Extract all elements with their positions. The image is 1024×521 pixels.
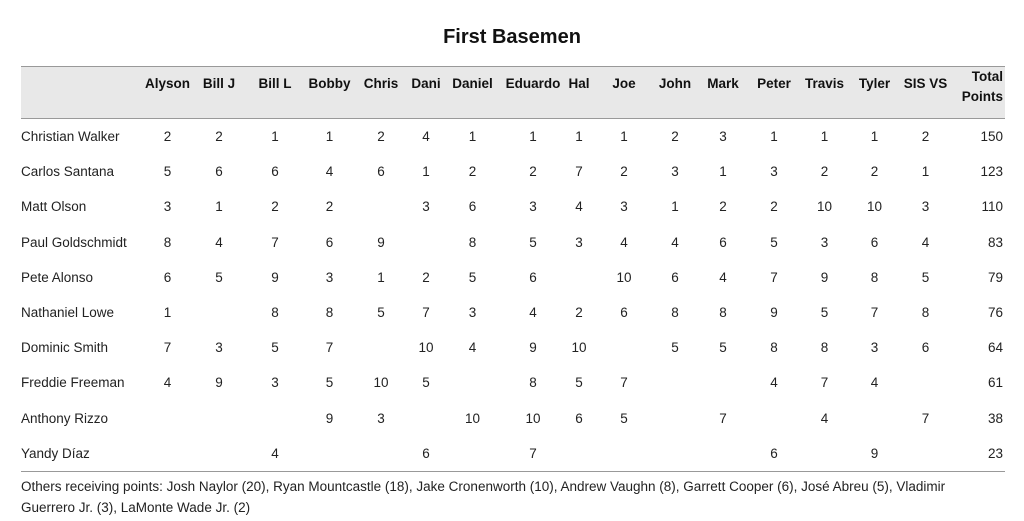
header-voter: Tyler [849,67,900,119]
vote-cell: 3 [719,129,727,145]
vote-cell [196,401,242,436]
vote-cell: 3 [770,164,778,180]
header-voter: John [652,67,698,119]
vote-cell: 1 [163,305,172,321]
vote-cell: 8 [719,305,727,321]
total-points-cell: 123 [980,164,1003,180]
total-points-cell: 79 [987,269,1003,285]
vote-cell [441,365,504,400]
vote-cell: 8 [529,375,537,391]
vote-cell: 1 [422,164,430,180]
others-footnote: Others receiving points: Josh Naylor (20), Ryan Mountcastle (18), Jake Cronenworth (10), Andrew Vaughn (8), Garrett Cooper (6), José Abreu (5), Vladimir Guerrero Jr. (3), LaMonte Wade Jr. (2) [21,479,946,515]
vote-cell: 2 [377,129,385,145]
vote-cell: 6 [620,305,628,321]
vote-cell: 1 [575,129,583,145]
player-name-cell: Christian Walker [21,129,120,145]
vote-cell: 1 [377,269,385,285]
vote-cell [351,189,411,224]
total-points-cell: 110 [981,199,1003,215]
vote-cell: 8 [163,234,172,250]
vote-cell: 5 [770,234,778,250]
vote-cell: 10 [525,410,541,426]
vote-cell [900,365,951,400]
vote-cell: 9 [820,269,829,285]
vote-cell [411,225,441,260]
vote-cell: 4 [242,436,308,472]
vote-cell: 5 [620,410,628,426]
vote-cell: 8 [870,269,879,285]
header-voter: Daniel [441,67,504,119]
vote-cell: 1 [719,164,727,180]
vote-cell: 3 [422,199,430,215]
header-voter: Hal [562,67,596,119]
vote-cell: 10 [464,410,481,426]
player-name-cell: Pete Alonso [21,269,94,285]
vote-cell: 6 [921,340,930,356]
vote-cell: 10 [418,340,434,356]
table-row [21,225,1005,260]
vote-cell: 7 [820,375,829,391]
vote-cell: 3 [820,234,829,250]
vote-cell [800,436,849,472]
vote-cell: 5 [163,164,172,180]
vote-cell: 7 [719,410,727,426]
total-points-cell: 83 [987,234,1003,250]
table-row [21,401,1005,436]
table-row [21,330,1005,365]
vote-cell: 4 [468,340,477,356]
vote-cell: 5 [820,305,829,321]
vote-cell [196,436,242,472]
header-total-line2: Points [961,89,1003,104]
vote-cell: 3 [671,164,679,180]
table-header-row [21,67,1005,119]
vote-cell: 9 [849,436,900,472]
header-voter: SIS VS [900,67,951,119]
vote-cell: 3 [575,234,583,250]
vote-cell: 8 [271,305,279,321]
total-points-cell: 150 [980,129,1003,145]
vote-cell: 5 [575,375,583,391]
vote-cell: 1 [529,129,537,145]
vote-cell: 7 [422,305,430,321]
vote-cell [139,401,196,436]
vote-cell: 4 [325,164,334,180]
total-points-cell: 38 [987,410,1003,426]
vote-cell: 3 [215,340,223,356]
vote-cell: 8 [468,234,477,250]
vote-cell: 9 [215,375,223,391]
vote-cell: 6 [163,269,172,285]
vote-cell: 5 [719,340,727,356]
vote-cell: 6 [529,269,537,285]
header-total-line1: Total [971,69,1003,84]
vote-cell: 8 [921,305,930,321]
vote-cell: 2 [575,305,583,321]
vote-cell: 2 [921,129,930,145]
vote-cell [308,436,351,472]
vote-cell: 5 [422,375,430,391]
vote-cell [351,436,411,472]
vote-cell [698,365,748,400]
vote-cell: 5 [468,269,477,285]
vote-cell: 6 [671,269,679,285]
vote-cell: 4 [921,234,930,250]
player-name-cell: Freddie Freeman [21,375,125,391]
table-row [21,260,1005,295]
vote-cell: 6 [325,234,334,250]
vote-cell [242,401,308,436]
vote-cell: 3 [377,410,385,426]
vote-cell: 2 [468,164,477,180]
vote-cell: 1 [820,129,829,145]
vote-cell: 2 [620,164,628,180]
vote-cell: 5 [325,375,334,391]
player-name-cell: Matt Olson [21,199,87,215]
header-voter: Alyson [139,67,196,119]
vote-cell: 2 [671,129,679,145]
vote-cell [139,436,196,472]
vote-cell: 10 [571,340,587,356]
vote-cell [652,365,698,400]
vote-cell: 6 [870,234,879,250]
vote-cell: 3 [468,305,477,321]
vote-cell: 10 [816,199,833,215]
vote-cell: 1 [468,129,477,145]
vote-cell [596,330,652,365]
vote-cell [441,436,504,472]
header-voter: Joe [596,67,652,119]
vote-cell: 2 [770,199,778,215]
vote-cell: 4 [163,375,172,391]
player-name-cell: Dominic Smith [21,340,109,356]
vote-cell [849,401,900,436]
vote-cell: 3 [921,199,930,215]
vote-cell: 6 [719,234,727,250]
header-player [21,67,139,119]
vote-cell: 3 [529,199,537,215]
vote-cell: 2 [163,129,172,145]
vote-cell [900,436,951,472]
vote-cell: 3 [870,340,879,356]
vote-cell [652,401,698,436]
vote-cell [411,401,441,436]
header-voter: Travis [800,67,849,119]
vote-cell: 1 [620,129,628,145]
header-voter: Eduardo [504,67,562,119]
vote-cell: 2 [271,199,279,215]
voting-table [21,66,1005,472]
vote-cell: 1 [921,164,930,180]
vote-cell: 9 [271,269,279,285]
vote-cell [562,436,596,472]
vote-cell: 10 [616,269,632,285]
vote-cell: 10 [866,199,883,215]
vote-cell: 4 [422,129,430,145]
vote-cell: 9 [325,410,334,426]
vote-cell: 6 [215,164,223,180]
vote-cell [698,436,748,472]
header-voter: Bobby [308,67,351,119]
vote-cell: 1 [215,199,223,215]
table-row [21,436,1005,472]
vote-cell: 9 [529,340,537,356]
header-voter: Chris [351,67,411,119]
header-voter: Mark [698,67,748,119]
vote-cell: 6 [411,436,441,472]
vote-cell: 4 [529,305,537,321]
total-points-cell: 76 [987,305,1003,321]
vote-cell [562,260,596,295]
vote-cell: 3 [620,199,628,215]
vote-cell [351,330,411,365]
vote-cell [652,436,698,472]
vote-cell: 3 [325,269,334,285]
vote-cell: 7 [870,305,879,321]
total-points-cell: 23 [951,436,1005,472]
vote-cell: 7 [575,164,583,180]
vote-cell: 1 [325,129,334,145]
vote-cell [596,436,652,472]
vote-cell: 9 [770,305,778,321]
vote-cell [196,295,242,330]
player-name-cell: Paul Goldschmidt [21,234,127,250]
vote-cell: 2 [870,164,879,180]
vote-cell: 4 [820,410,829,426]
vote-cell: 5 [529,234,537,250]
vote-cell: 5 [377,305,385,321]
vote-cell: 5 [671,340,679,356]
vote-cell: 4 [671,234,679,250]
header-voter: Dani [411,67,441,119]
vote-cell: 7 [620,375,628,391]
vote-cell: 5 [271,340,279,356]
vote-cell: 1 [671,199,679,215]
total-points-cell: 64 [987,340,1003,356]
voting-table-container [21,66,1005,472]
vote-cell: 7 [504,436,562,472]
vote-cell: 2 [325,199,334,215]
vote-cell: 2 [719,199,727,215]
vote-cell [748,401,800,436]
vote-cell: 8 [770,340,778,356]
table-body [21,119,1005,472]
vote-cell: 7 [325,340,334,356]
vote-cell: 8 [325,305,334,321]
vote-cell: 2 [215,129,223,145]
vote-cell: 4 [215,234,223,250]
vote-cell: 9 [377,234,385,250]
header-total-points [951,67,1005,119]
vote-cell: 5 [921,269,930,285]
vote-cell: 6 [377,164,385,180]
vote-cell: 4 [770,375,778,391]
vote-cell: 3 [163,199,172,215]
vote-cell: 6 [271,164,279,180]
vote-cell: 1 [271,129,279,145]
table-row [21,154,1005,189]
vote-cell: 2 [820,164,829,180]
player-name-cell: Carlos Santana [21,164,115,180]
vote-cell: 1 [770,129,778,145]
vote-cell: 5 [215,269,223,285]
player-name-cell: Anthony Rizzo [21,410,109,426]
total-points-cell: 61 [987,375,1003,391]
vote-cell: 8 [820,340,829,356]
vote-cell: 4 [870,375,879,391]
vote-cell: 1 [870,129,879,145]
vote-cell: 7 [770,269,778,285]
player-name-cell: Yandy Díaz [21,436,139,472]
vote-cell: 3 [271,375,279,391]
header-voter: Bill J [196,67,242,119]
vote-cell: 7 [271,234,279,250]
vote-cell: 4 [575,199,583,215]
table-row [21,119,1005,155]
table-row [21,365,1005,400]
header-voter: Peter [748,67,800,119]
vote-cell: 6 [575,410,583,426]
vote-cell: 7 [163,340,172,356]
vote-cell: 7 [921,410,930,426]
player-name-cell: Nathaniel Lowe [21,305,115,321]
vote-cell: 4 [620,234,628,250]
vote-cell: 10 [373,375,389,391]
vote-cell: 8 [671,305,679,321]
header-voter: Bill L [242,67,308,119]
vote-cell: 2 [422,269,430,285]
page-title: First Basemen [443,26,581,48]
vote-cell: 6 [748,436,800,472]
vote-cell: 6 [468,199,477,215]
table-row [21,189,1005,224]
vote-cell: 2 [529,164,537,180]
vote-cell: 4 [719,269,727,285]
table-row [21,295,1005,330]
